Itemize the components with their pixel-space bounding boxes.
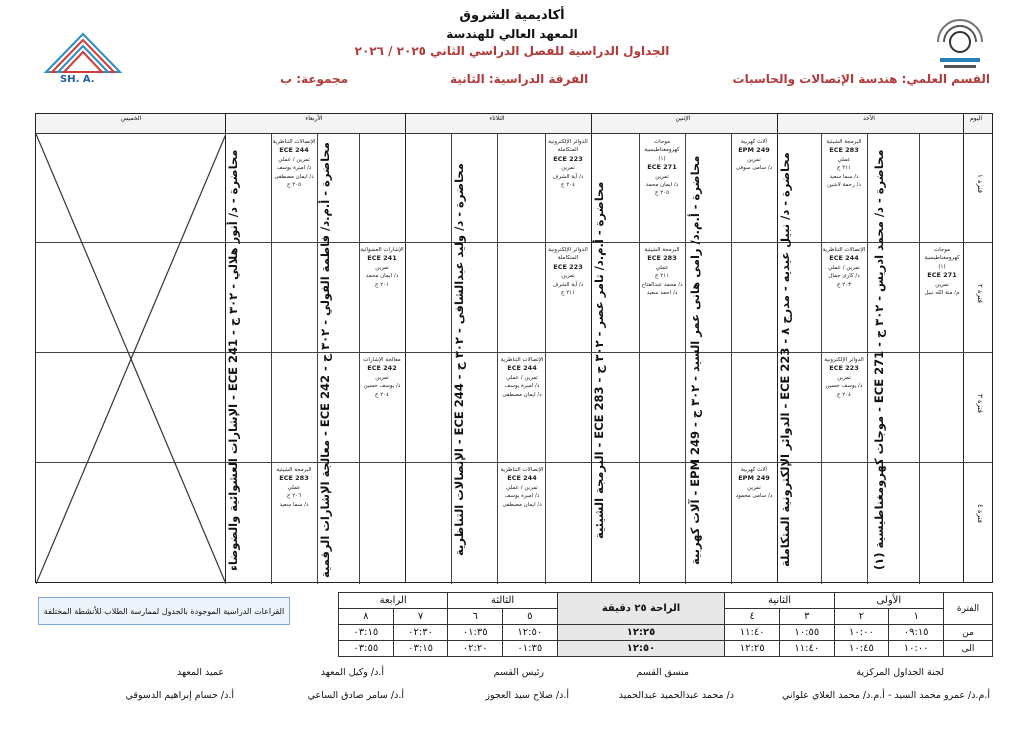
institute-name: المعهد العالي للهندسة (446, 27, 578, 41)
schedule-grid (35, 113, 993, 583)
year-label: الفرقة الدراسية: الثانية (450, 72, 589, 86)
to-5: ٠١:٣٥ (503, 641, 558, 657)
lecture-epm249: آلات كهربية - EPM 249 - محاضرة - أ.م.د/ رامى هانى عمر السيد - ٣٠٢ ج (688, 155, 702, 565)
slot-4: ٤ (725, 609, 780, 625)
to-7: ٠٣:١٥ (393, 641, 448, 657)
sig-committee-names: أ.م.د/ عمرو محمد السيد - أ.م.د/ محمد العلاي علواني (782, 690, 990, 701)
slot-2: ٢ (834, 609, 889, 625)
sig-coordinator-name: د/ محمد عبدالحميد عبدالحميد (618, 690, 734, 701)
from-label: من (943, 625, 992, 641)
logo-text: SH. A. (60, 74, 95, 85)
sig-head-title: رئيس القسم (493, 667, 544, 678)
sun-cell-1: البرمجة الشيئية ECE 283 عملي ٢١١ ج د/ سما سعيد د/ رحمة لاشين (826, 139, 862, 188)
lecture-ece283: البرمجة الشيئية - ECE 283 - محاضرة - أ.م.د/ تامر عصر - ٣٠٢ ج (592, 181, 606, 539)
sun-cell-3: الدوائر الإلكترونية ECE 223 تمرين د/ يوسف حسين ٢٠٤ ج (824, 357, 864, 398)
from-2: ١٠:٠٠ (834, 625, 889, 641)
period-row-1: فترة ١ (976, 174, 984, 193)
academy-logo (38, 30, 128, 90)
period-header: الفترة (943, 593, 992, 625)
from-6: ٠١:٣٥ (448, 625, 503, 641)
lecture-ece223: الدوائر الإلكترونية المتكاملة - ECE 223 - محاضرة - د/ نبيل عيديه - مدرج ٨ (778, 152, 792, 568)
to-8: ٠٣:٥٥ (339, 641, 394, 657)
from-3: ١٠:٥٥ (780, 625, 835, 641)
group-first: الأولى (834, 593, 943, 609)
slot-8: ٨ (339, 609, 394, 625)
sun-cell-4: موجات كهرومغناطيسية (١) ECE 271 تمرين م/ منة الله نبيل (924, 247, 960, 296)
from-7: ٠٢:٣٠ (393, 625, 448, 641)
sig-head-name: أ.د/ صلاح سيد العجوز (485, 690, 569, 701)
to-2: ١٠:٤٥ (834, 641, 889, 657)
period-row-4: فترة ٤ (976, 504, 984, 523)
to-4: ١٢:٢٥ (725, 641, 780, 657)
break-label: الراحة ٢٥ دقيقة (557, 593, 725, 625)
day-thu: الخميس (120, 115, 142, 122)
wed-cell-2: الإشارات العشوائية ECE 241 تمرين د/ ايمان محمد ٢٠١ ج (360, 247, 404, 288)
wed-cell-3: معالجة الإشارات ECE 242 تمرين د/ يوسف حسين ٢٠٤ ج (363, 357, 401, 398)
slot-3: ٣ (780, 609, 835, 625)
mon-cell-3: آلات كهربية EPM 249 تمرين د/ سامى سوفى (735, 139, 773, 172)
day-tue: الثلاثاء (489, 115, 505, 122)
group-fourth: الرابعة (339, 593, 448, 609)
from-8: ٠٣:١٥ (339, 625, 394, 641)
slot-5: ٥ (503, 609, 558, 625)
period-row-2: فترة ٢ (976, 284, 984, 303)
day-wed: الأربعاء (305, 115, 323, 122)
mon-cell-2: البرمجة الشيئية ECE 283 عملي ٢١١ ج د/ محمد عبدالفتاح د/ احمد سعيد (641, 247, 683, 296)
sig-committee-title: لجنة الجداول المركزية (856, 667, 944, 678)
mon-cell-4: آلات كهربية EPM 249 تمرين د/ سامى محمود (735, 467, 773, 500)
group-third: الثالثة (448, 593, 557, 609)
period-row-3: فترة ٣ (976, 394, 984, 413)
academy-name: أكاديمية الشروق (459, 8, 565, 23)
sig-dean-title: عميد المعهد (176, 667, 224, 678)
tue-cell-3: الإتصالات التناظرية ECE 244 تمرين / عملي د/ اميرة يوسف د/ ايمان مصطفى (500, 357, 544, 398)
wed-cell-1: الإتصالات التناظرية ECE 244 تمرين / عملي د/ اميرة يوسف د/ ايمان مصطفى ٢٠٥ ج (272, 139, 316, 188)
sig-dean-name: أ.د/ حسام إبراهيم الدسوقي (125, 690, 234, 701)
sig-vice-dean-name: أ.د/ سامر صادق الساعي (307, 690, 404, 701)
tue-cell-2: الدوائر الإلكترونية المتكاملة ECE 223 تمرين د/ آية الشرف ٢١١ ج (548, 247, 588, 296)
lecture-ece241: الإشارات العشوائية والضوضاء - ECE 241 - محاضرة - د/ أنور هلالي - ٣٠٢ ج (226, 149, 240, 571)
group-second: الثانية (725, 593, 834, 609)
thursday-empty-cross (36, 134, 226, 584)
schedule-title: الجداول الدراسية للفصل الدراسي الثاني ٢٠٢٥ / ٢٠٢٦ (354, 44, 670, 58)
to-1: ١٠:٠٠ (889, 641, 944, 657)
day-mon: الإثنين (675, 115, 691, 122)
grid-header-row (36, 114, 992, 134)
lecture-ece242: معالجة الإشارات الرقمية - ECE 242 - محاضرة - أ.م.د/ فاطمة الفولي - ٣٠٢ ج (318, 142, 332, 578)
lecture-ece271: موجات كهرومغناطيسية (١) - ECE 271 - محاضرة - د/ محمد ادريس - ٣٠٢ ج (872, 149, 886, 571)
sun-cell-2: الإتصالات التناظرية ECE 244 تمرين / عملي د/ كارى جمال ٢٠٣ ج (822, 247, 866, 288)
sig-vice-dean-title: أ.د/ وكيل المعهد (320, 667, 384, 678)
group-label: مجموعة: ب (280, 72, 349, 86)
slot-7: ٧ (393, 609, 448, 625)
from-break: ١٢:٢٥ (557, 625, 725, 641)
slot-6: ٦ (448, 609, 503, 625)
activities-note: القراعات الدراسية الموجودة بالجدول لممارسة الطلاب للأنشطة المختلفة (38, 597, 290, 625)
wed-cell-4: البرمجة الشيئية ECE 283 عملي ٢٠٦ ج د/ سما سعيد (276, 467, 312, 508)
to-6: ٠٢:٢٠ (448, 641, 503, 657)
department-logo (930, 16, 990, 76)
from-1: ٠٩:١٥ (889, 625, 944, 641)
day-sun: الأحد (863, 115, 875, 122)
from-4: ١١:٤٠ (725, 625, 780, 641)
to-3: ١١:٤٠ (780, 641, 835, 657)
day-column-header: اليوم (969, 115, 983, 122)
lecture-ece244: الإتصالات التناظرية - ECE 244 - محاضرة - د/ وليد عبدالشافى - ٣٠٢ ج (452, 163, 466, 557)
tue-cell-1: الدوائر الإلكترونية المتكاملة ECE 223 تمرين د/ آية الشرف ٢٠٤ ج (548, 139, 588, 188)
department-label: القسم العلمي: هندسة الإتصالات والحاسبات (732, 72, 990, 86)
periods-time-table (338, 592, 993, 657)
from-5: ١٢:٥٠ (503, 625, 558, 641)
mon-cell-1: موجات كهرومغناطيسية (١) ECE 271 تمرين د/ ايمان محمد ٢٠٥ ج (644, 139, 680, 196)
to-label: الى (943, 641, 992, 657)
tue-cell-4: الإتصالات التناظرية ECE 244 تمرين / عملي د/ اميرة يوسف د/ ايمان مصطفى (500, 467, 544, 508)
to-break: ١٢:٥٠ (557, 641, 725, 657)
slot-1: ١ (889, 609, 944, 625)
sig-coordinator-title: منسق القسم (636, 667, 689, 678)
